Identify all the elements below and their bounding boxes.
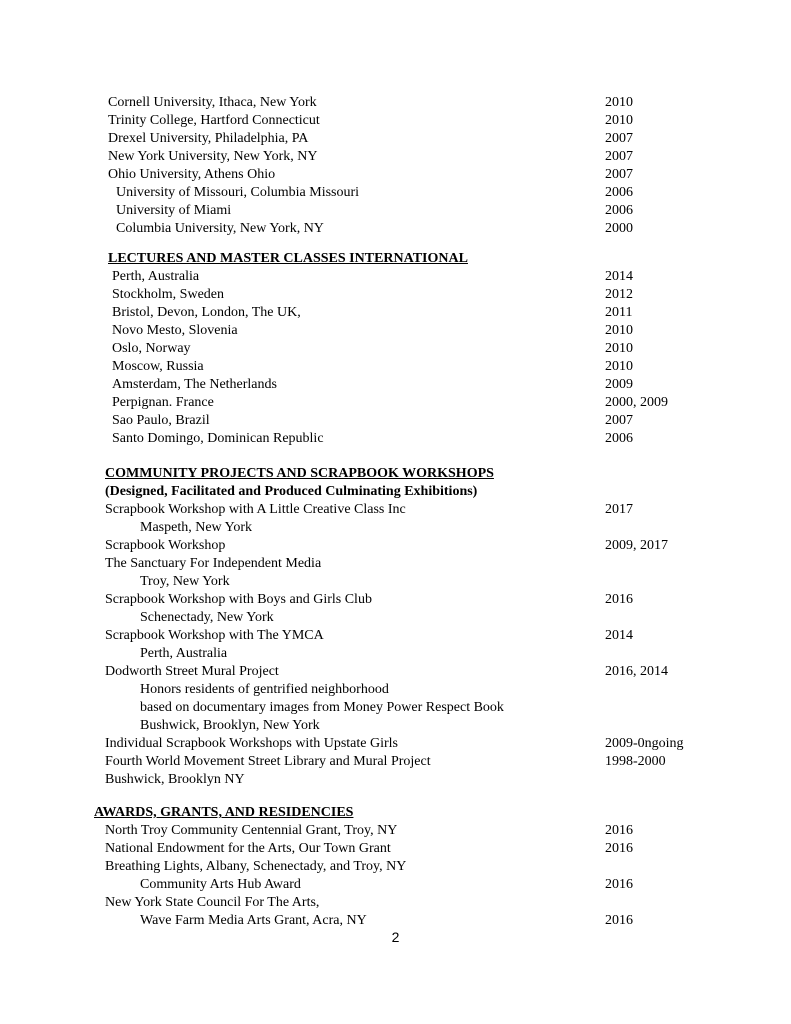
list-item-year: 2016 xyxy=(605,592,633,607)
section-heading: COMMUNITY PROJECTS AND SCRAPBOOK WORKSHOPS xyxy=(105,466,494,481)
list-item-year: 2016 xyxy=(605,877,633,892)
list-item: Honors residents of gentrified neighborhood xyxy=(140,682,389,697)
list-item-year: 2010 xyxy=(605,341,633,356)
list-item: based on documentary images from Money Power Respect Book xyxy=(140,700,504,715)
list-item: Columbia University, New York, NY xyxy=(116,221,324,236)
list-item-year: 2000, 2009 xyxy=(605,395,668,410)
list-item: University of Miami xyxy=(116,203,232,218)
list-item: North Troy Community Centennial Grant, Troy, NY xyxy=(105,823,398,838)
list-item: Perth, Australia xyxy=(112,269,200,284)
section-subheading: (Designed, Facilitated and Produced Culminating Exhibitions) xyxy=(105,484,478,499)
list-item: University of Missouri, Columbia Missouri xyxy=(116,185,360,200)
list-item: Community Arts Hub Award xyxy=(140,877,301,892)
list-item-year: 2009-0ngoing xyxy=(605,736,684,751)
list-item-year: 2010 xyxy=(605,113,633,128)
list-item-year: 2007 xyxy=(605,131,633,146)
list-item: Stockholm, Sweden xyxy=(112,287,224,302)
list-item-year: 2000 xyxy=(605,221,633,236)
list-item-year: 2016 xyxy=(605,841,633,856)
list-item: Santo Domingo, Dominican Republic xyxy=(112,431,324,446)
list-item-year: 2007 xyxy=(605,149,633,164)
list-item: Scrapbook Workshop xyxy=(105,538,226,553)
list-item-year: 2016 xyxy=(605,823,633,838)
list-item: Troy, New York xyxy=(140,574,230,589)
list-item: Oslo, Norway xyxy=(112,341,191,356)
list-item-year: 2006 xyxy=(605,203,633,218)
list-item: Trinity College, Hartford Connecticut xyxy=(108,113,320,128)
list-item: Ohio University, Athens Ohio xyxy=(108,167,276,182)
list-item: Perpignan. France xyxy=(112,395,214,410)
list-item-year: 2009, 2017 xyxy=(605,538,668,553)
list-item-year: 2017 xyxy=(605,502,633,517)
section-heading: LECTURES AND MASTER CLASSES INTERNATIONAL xyxy=(108,251,468,266)
list-item-year: 2010 xyxy=(605,95,633,110)
list-item: National Endowment for the Arts, Our Town Grant xyxy=(105,841,391,856)
list-item: Sao Paulo, Brazil xyxy=(112,413,210,428)
list-item: Drexel University, Philadelphia, PA xyxy=(108,131,309,146)
list-item: Wave Farm Media Arts Grant, Acra, NY xyxy=(140,913,367,928)
list-item: Novo Mesto, Slovenia xyxy=(112,323,238,338)
list-item: Scrapbook Workshop with The YMCA xyxy=(105,628,324,643)
list-item: Dodworth Street Mural Project xyxy=(105,664,279,679)
list-item-year: 2010 xyxy=(605,359,633,374)
list-item-year: 2006 xyxy=(605,185,633,200)
list-item-year: 2014 xyxy=(605,269,633,284)
list-item-year: 2011 xyxy=(605,305,633,320)
list-item-year: 2007 xyxy=(605,413,633,428)
list-item: Bushwick, Brooklyn, New York xyxy=(140,718,320,733)
list-item: Fourth World Movement Street Library and Mural Project xyxy=(105,754,431,769)
list-item: Amsterdam, The Netherlands xyxy=(112,377,277,392)
page-number: 2 xyxy=(391,929,400,945)
list-item-year: 2009 xyxy=(605,377,633,392)
list-item: Scrapbook Workshop with A Little Creative Class Inc xyxy=(105,502,406,517)
list-item-year: 2006 xyxy=(605,431,633,446)
list-item-year: 2007 xyxy=(605,167,633,182)
list-item: Moscow, Russia xyxy=(112,359,204,374)
list-item-year: 2016, 2014 xyxy=(605,664,668,679)
list-item: Breathing Lights, Albany, Schenectady, and Troy, NY xyxy=(105,859,407,874)
list-item-year: 2016 xyxy=(605,913,633,928)
list-item: Scrapbook Workshop with Boys and Girls Club xyxy=(105,592,372,607)
list-item-year: 2010 xyxy=(605,323,633,338)
list-item: Perth, Australia xyxy=(140,646,228,661)
list-item-year: 2014 xyxy=(605,628,633,643)
list-item: New York University, New York, NY xyxy=(108,149,318,164)
list-item-year: 2012 xyxy=(605,287,633,302)
list-item: Individual Scrapbook Workshops with Upstate Girls xyxy=(105,736,398,751)
list-item: Bushwick, Brooklyn NY xyxy=(105,772,245,787)
section-heading: AWARDS, GRANTS, AND RESIDENCIES xyxy=(94,805,354,820)
list-item: Schenectady, New York xyxy=(140,610,274,625)
list-item: Maspeth, New York xyxy=(140,520,252,535)
list-item: Cornell University, Ithaca, New York xyxy=(108,95,317,110)
list-item: New York State Council For The Arts, xyxy=(105,895,320,910)
list-item: Bristol, Devon, London, The UK, xyxy=(112,305,301,320)
list-item-year: 1998-2000 xyxy=(605,754,666,769)
list-item: The Sanctuary For Independent Media xyxy=(105,556,322,571)
